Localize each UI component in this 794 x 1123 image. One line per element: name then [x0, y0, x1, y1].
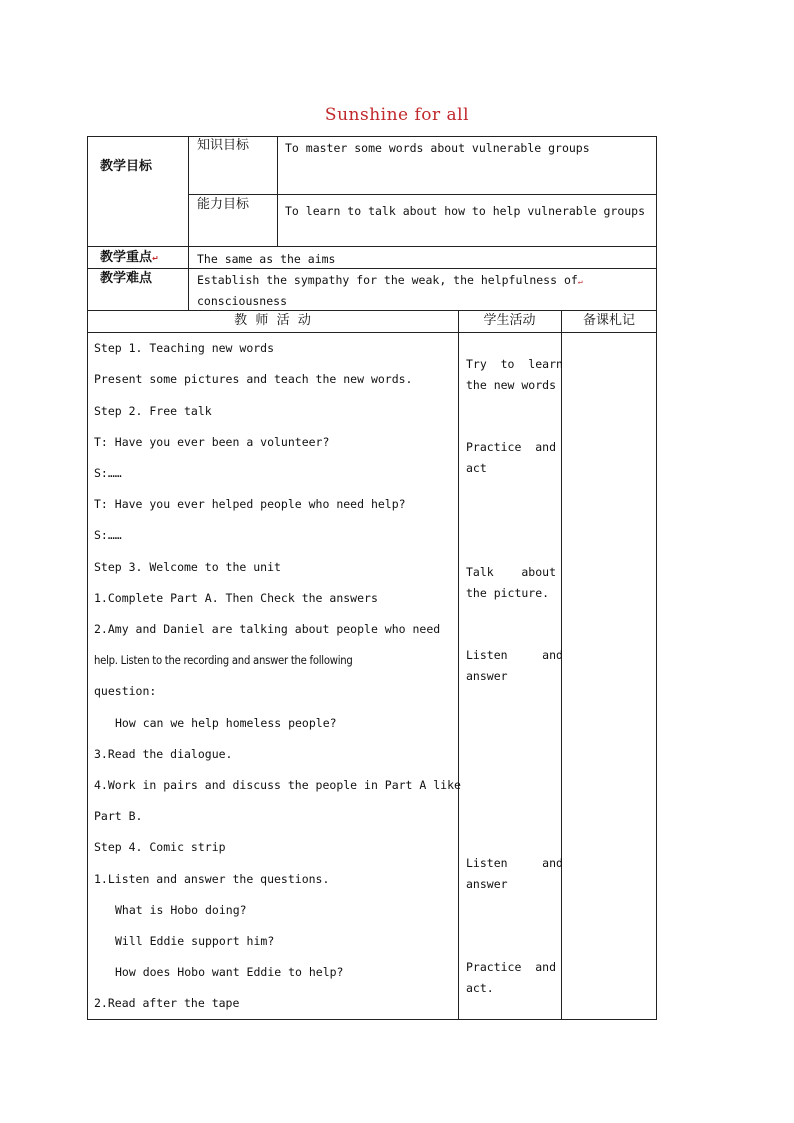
- teacher-line: Step 3. Welcome to the unit: [94, 560, 281, 574]
- teacher-activity-header: 教 师 活 动: [234, 313, 311, 328]
- teacher-line: Step 4. Comic strip: [94, 840, 226, 854]
- student-activity-line: Listen and: [466, 856, 563, 870]
- teacher-line: question:: [94, 684, 157, 698]
- difficulties-text-line-2: consciousness: [197, 294, 288, 308]
- teacher-line: Step 1. Teaching new words: [94, 341, 275, 355]
- key-points-text: The same as the aims: [197, 252, 336, 266]
- teacher-line: T: Have you ever helped people who need help?: [94, 497, 406, 511]
- divider: [87, 332, 657, 333]
- teacher-line: Will Eddie support him?: [115, 934, 275, 948]
- teacher-line: Present some pictures and teach the new words.: [94, 372, 413, 386]
- student-activity-header: 学生活动: [483, 313, 536, 328]
- page-title: Sunshine for all: [324, 105, 470, 125]
- student-activity-line: answer: [466, 877, 508, 891]
- teacher-line: How can we help homeless people?: [115, 716, 337, 730]
- difficulties-text-line-1: Establish the sympathy for the weak, the helpfulness of↵: [197, 273, 583, 287]
- divider: [458, 310, 459, 1020]
- teacher-line: S:……: [94, 466, 122, 480]
- teacher-line: How does Hobo want Eddie to help?: [115, 965, 344, 979]
- student-activity-line: act.: [466, 981, 494, 995]
- student-activity: [466, 957, 556, 999]
- teacher-line: 1.Listen and answer the questions.: [94, 872, 330, 886]
- divider: [188, 194, 657, 195]
- difficulties-text: Establish the sympathy for the weak, the helpfulness of: [197, 273, 578, 287]
- divider: [188, 246, 189, 311]
- student-activity: [466, 437, 556, 479]
- teacher-line: Step 2. Free talk: [94, 404, 212, 418]
- teacher-line: 2.Amy and Daniel are talking about people who need: [94, 622, 441, 636]
- student-activity-line: Talk about: [466, 565, 557, 579]
- teacher-line: What is Hobo doing?: [115, 903, 247, 917]
- teaching-goals-label: 教学目标: [100, 159, 153, 174]
- teacher-line: S:……: [94, 528, 122, 542]
- student-activity: [466, 562, 556, 604]
- difficulties-label: 教学难点: [100, 271, 153, 286]
- teacher-line: T: Have you ever been a volunteer?: [94, 435, 330, 449]
- divider: [277, 136, 278, 246]
- knowledge-goal-text: To master some words about vulnerable groups: [285, 141, 590, 155]
- key-points-label: 教学重点↵: [100, 250, 159, 265]
- teacher-line: help. Listen to the recording and answer the following: [94, 654, 353, 667]
- knowledge-goal-label: 知识目标: [197, 138, 250, 153]
- divider: [188, 136, 189, 246]
- ability-goal-text: To learn to talk about how to help vulnerable groups: [285, 204, 646, 218]
- student-activity-line: the new words: [466, 378, 557, 392]
- notes-header: 备课札记: [582, 313, 635, 328]
- student-activity-line: the picture.: [466, 586, 550, 600]
- divider: [87, 268, 657, 269]
- student-activity-line: Try to learn: [466, 357, 563, 371]
- divider: [87, 246, 657, 247]
- teacher-line: 1.Complete Part A. Then Check the answers: [94, 591, 378, 605]
- teacher-line: 4.Work in pairs and discuss the people in Part A like: [94, 778, 461, 792]
- student-activity: [466, 354, 563, 396]
- student-activity-line: act: [466, 461, 487, 475]
- student-activity: [466, 645, 563, 687]
- key-points-label-text: 教学重点: [100, 250, 153, 265]
- teacher-line: Part B.: [94, 809, 143, 823]
- student-activity: [466, 853, 563, 895]
- teacher-line: 2.Read after the tape: [94, 996, 240, 1010]
- student-activity-line: Practice and: [466, 960, 557, 974]
- ability-goal-label: 能力目标: [197, 197, 250, 212]
- teacher-line: 3.Read the dialogue.: [94, 747, 233, 761]
- student-activity-line: answer: [466, 669, 508, 683]
- student-activity-line: Listen and: [466, 648, 563, 662]
- student-activity-line: Practice and: [466, 440, 557, 454]
